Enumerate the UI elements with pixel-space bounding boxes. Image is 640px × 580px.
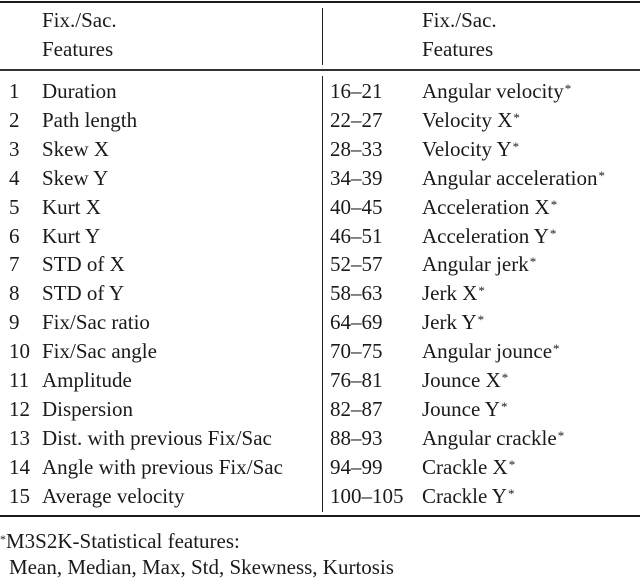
footnote-marker: *: [478, 283, 485, 299]
row-feature: Acceleration X*: [422, 194, 558, 219]
row-feature: Kurt Y: [42, 223, 101, 248]
row-feature: Crackle X*: [422, 454, 516, 479]
row-index: 11: [9, 368, 30, 392]
footnote-marker: *: [550, 196, 558, 212]
row-feature: Jerk X*: [422, 281, 485, 306]
footnote-marker: *: [500, 398, 508, 414]
row-feature: Duration: [42, 79, 117, 103]
row-index: 7: [9, 252, 20, 277]
row-index: 10: [9, 339, 30, 364]
footnote-marker: *: [501, 370, 509, 385]
row-feature: Angle with previous Fix/Sac: [42, 454, 283, 479]
row-feature: Skew X: [42, 136, 110, 161]
header-right-line1: Fix./Sac.: [422, 8, 497, 32]
row-index-range: 82–87: [330, 396, 383, 421]
row-index-range: 70–75: [330, 339, 383, 364]
row-index-range: 46–51: [330, 223, 383, 248]
row-index: 13: [9, 425, 30, 450]
footnote-marker: *: [529, 254, 537, 270]
row-index-range: 94–99: [330, 454, 383, 479]
footnote-marker: *: [507, 485, 515, 501]
row-index-range: 28–33: [330, 136, 383, 161]
row-index-range: 40–45: [330, 194, 383, 219]
top-rule: [0, 1, 640, 3]
row-index-range: 22–27: [330, 107, 383, 132]
row-feature: Skew Y: [42, 165, 109, 190]
footnote-marker: *: [477, 312, 485, 328]
header-left-line2: Features: [42, 37, 114, 61]
row-feature: Acceleration Y*: [422, 223, 557, 248]
row-feature: Kurt X: [42, 194, 101, 219]
row-feature: Velocity X*: [422, 107, 520, 132]
row-feature: Fix/Sac angle: [42, 339, 157, 364]
row-index: 5: [9, 194, 20, 219]
row-index-range: 100–105: [330, 483, 404, 508]
row-index-range: 52–57: [330, 252, 383, 277]
row-feature: Dispersion: [42, 396, 133, 421]
row-feature: Crackle Y*: [422, 483, 515, 508]
row-feature: Jounce X*: [422, 368, 509, 392]
row-index: 1: [9, 79, 20, 103]
footnote-line1: *M3S2K-Statistical features:: [0, 529, 240, 553]
column-divider-body: [322, 76, 323, 512]
row-index: 15: [9, 483, 30, 508]
row-index: 4: [9, 165, 20, 190]
footnote-marker: *: [513, 109, 520, 125]
row-index: 6: [9, 223, 20, 248]
row-index: 9: [9, 310, 20, 335]
row-feature: Angular acceleration*: [422, 165, 605, 190]
footnote-marker: *: [508, 456, 516, 472]
row-feature: Angular jerk*: [422, 252, 537, 277]
header-right-line2: Features: [422, 37, 494, 61]
bottom-rule: [0, 515, 640, 517]
row-feature: STD of X: [42, 252, 125, 277]
column-divider-header: [322, 8, 323, 65]
header-rule: [0, 69, 640, 71]
footnote-marker: *: [549, 225, 557, 241]
footnote-marker: *: [553, 341, 560, 357]
footnote-marker: *: [557, 427, 565, 443]
row-index: 14: [9, 454, 30, 479]
row-feature: Dist. with previous Fix/Sac: [42, 425, 272, 450]
row-feature: Average velocity: [42, 483, 185, 508]
footnote-marker: *: [0, 532, 6, 546]
row-feature: Angular crackle*: [422, 425, 565, 450]
row-feature: Angular velocity*: [422, 79, 572, 103]
row-index-range: 76–81: [330, 368, 383, 392]
row-index: 8: [9, 281, 20, 306]
footnote-marker: *: [564, 81, 572, 96]
row-feature: Jounce Y*: [422, 396, 508, 421]
header-left-line1: Fix./Sac.: [42, 8, 117, 32]
row-feature: Jerk Y*: [422, 310, 485, 335]
row-index: 12: [9, 396, 30, 421]
row-index: 3: [9, 136, 20, 161]
row-feature: Amplitude: [42, 368, 132, 392]
row-index-range: 34–39: [330, 165, 383, 190]
footnote-marker: *: [598, 167, 605, 183]
row-feature: STD of Y: [42, 281, 125, 306]
footnote-line2: Mean, Median, Max, Std, Skewness, Kurtosis: [9, 555, 394, 579]
row-index-range: 16–21: [330, 79, 383, 103]
row-feature: Angular jounce*: [422, 339, 560, 364]
row-index-range: 64–69: [330, 310, 383, 335]
footnote-marker: *: [512, 138, 520, 154]
row-index: 2: [9, 107, 20, 132]
row-feature: Fix/Sac ratio: [42, 310, 150, 335]
row-feature: Velocity Y*: [422, 136, 520, 161]
row-feature: Path length: [42, 107, 138, 132]
row-index-range: 58–63: [330, 281, 383, 306]
row-index-range: 88–93: [330, 425, 383, 450]
